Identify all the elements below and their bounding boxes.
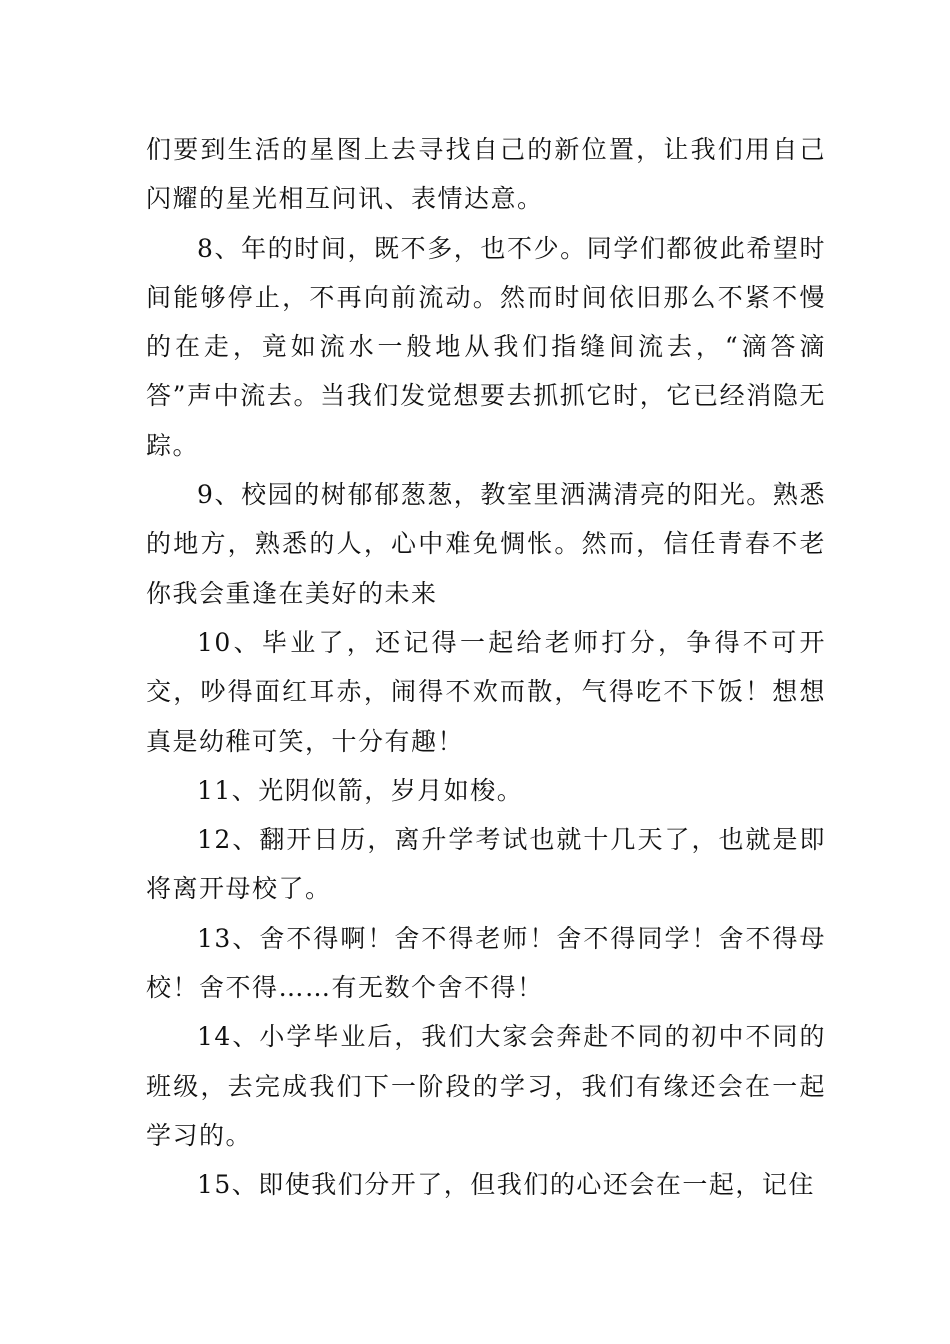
paragraph-item-11: 11、光阴似箭，岁月如梭。 xyxy=(197,775,524,805)
paragraph-continuation: 们要到生活的星图上去寻找自己的新位置，让我们用自己闪耀的星光相互问讯、表情达意。 xyxy=(146,135,826,214)
paragraph-item-13: 13、舍不得啊！舍不得老师！舍不得同学！舍不得母校！舍不得……有无数个舍不得！ xyxy=(146,923,826,1003)
paragraph-item-10: 10、毕业了，还记得一起给老师打分，争得不可开交，吵得面红耳赤，闹得不欢而散，气得吃不下饭！想想真是幼稚可笑，十分有趣！ xyxy=(146,627,826,756)
paragraph-item-9: 9、校园的树郁郁葱葱，教室里洒满清亮的阳光。熟悉的地方，熟悉的人，心中难免惆怅。然而，信任青春不老你我会重逢在美好的未来 xyxy=(146,480,826,608)
paragraph-item-8: 8、年的时间，既不多，也不少。同学们都彼此希望时间能够停止，不再向前流动。然而时间依旧那么不紧不慢的在走，竟如流水一般地从我们指缝间流去，“滴答滴答”声中流去。当我们发觉想要去抓抓它时，它已经消隐无踪。 xyxy=(146,233,826,460)
paragraph-item-15: 15、即使我们分开了，但我们的心还会在一起，记住 xyxy=(197,1170,815,1200)
paragraph-item-14: 14、小学毕业后，我们大家会奔赴不同的初中不同的班级，去完成我们下一阶段的学习，我们有缘还会在一起学习的。 xyxy=(146,1022,826,1150)
document-page xyxy=(146,125,826,1210)
paragraph-item-12: 12、翻开日历，离升学考试也就十几天了，也就是即将离开母校了。 xyxy=(146,825,826,904)
